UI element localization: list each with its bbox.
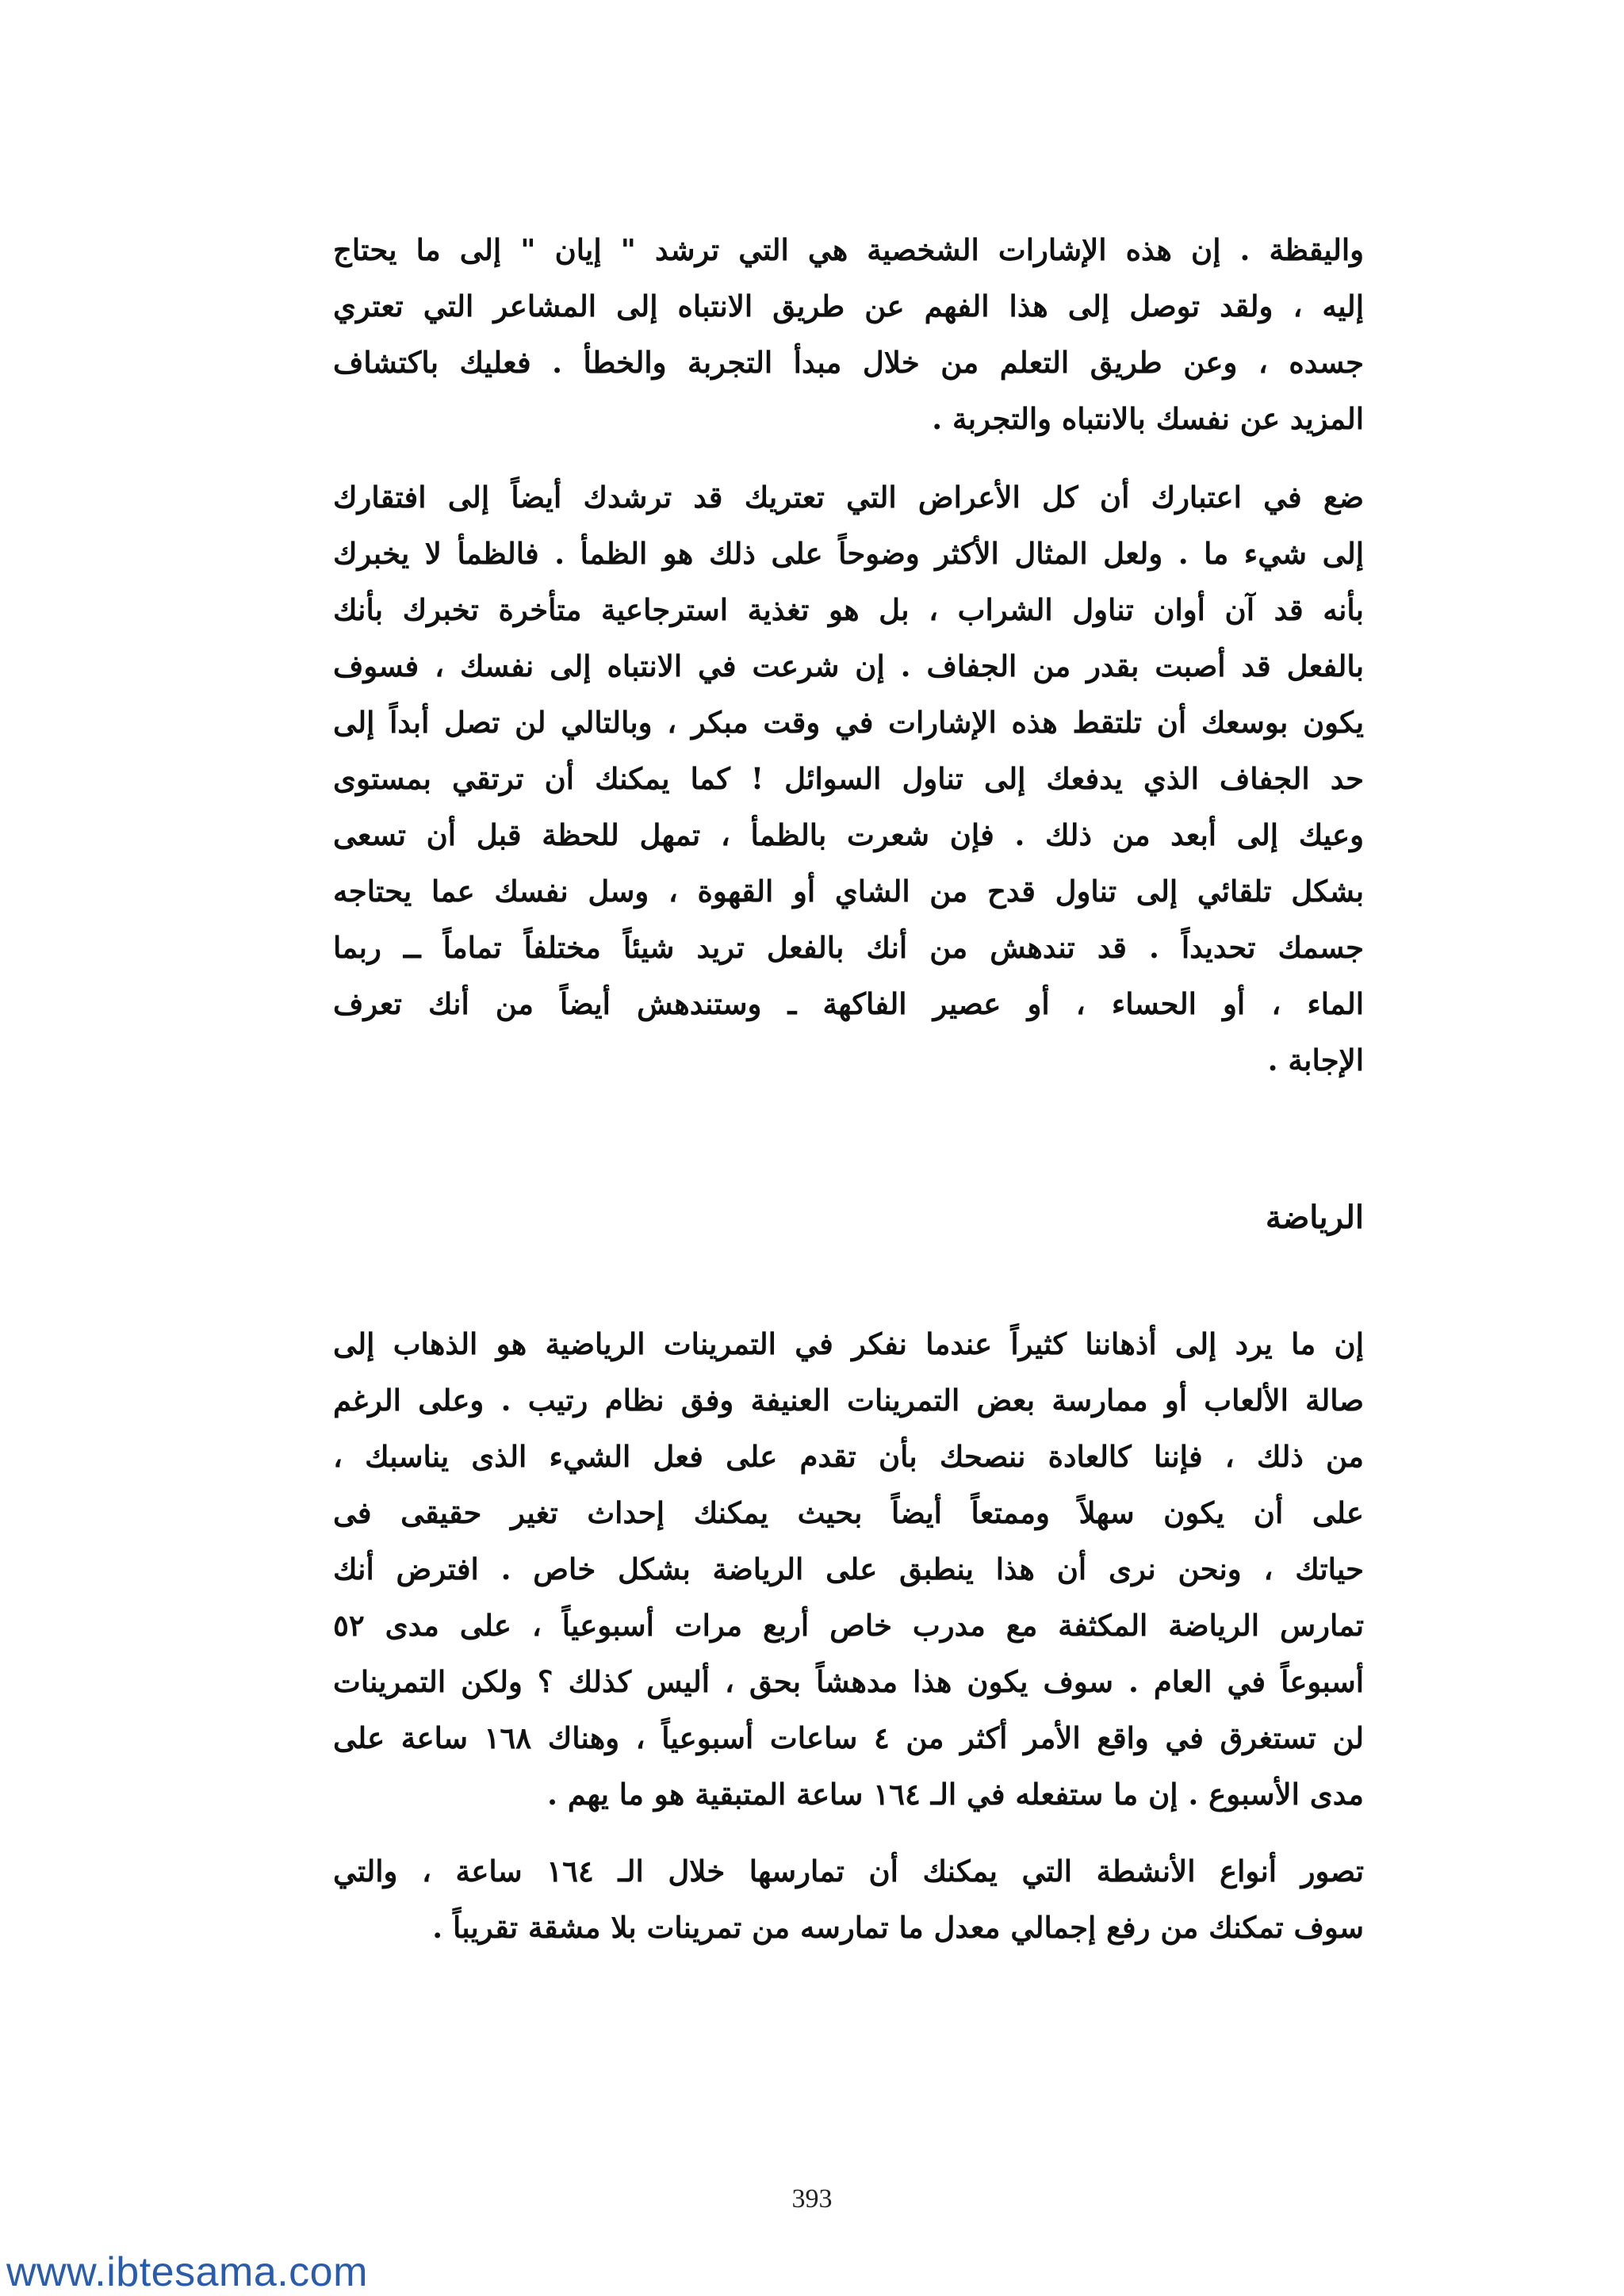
- text-line: واليقظة . إن هذه الإشارات الشخصية هي التي ترشد " إيان " إلى ما يحتاج: [333, 232, 1364, 267]
- page-number: 393: [791, 2184, 833, 2214]
- text-line: بالفعل قد أصبت بقدر من الجفاف . إن شرعت في الانتباه إلى نفسك ، فسوف: [333, 649, 1364, 683]
- text-line: ضع في اعتبارك أن كل الأعراض التي تعتريك قد ترشدك أيضاً إلى افتقارك: [333, 480, 1364, 515]
- text-line: من ذلك ، فإننا كالعادة ننصحك بأن تقدم على فعل الشيء الذى يناسبك ،: [333, 1439, 1364, 1474]
- text-line: بشكل تلقائي إلى تناول قدح من الشاي أو القهوة ، وسل نفسك عما يحتاجه: [333, 874, 1364, 909]
- paragraph-4: [333, 1843, 1364, 1956]
- text-line: أسبوعاً في العام . سوف يكون هذا مدهشاً بحق ، أليس كذلك ؟ ولكن التمرينات: [333, 1664, 1364, 1699]
- section-heading: الرياضة: [1265, 1199, 1364, 1236]
- text-line: جسده ، وعن طريق التعلم من خلال مبدأ التجربة والخطأ . فعليك باكتشاف: [333, 345, 1364, 380]
- text-line: إن ما يرد إلى أذهاننا كثيراً عندما نفكر في التمرينات الرياضية هو الذهاب إلى: [333, 1326, 1364, 1361]
- text-line: الإجابة .: [1267, 1043, 1364, 1077]
- text-line: الماء ، أو الحساء ، أو عصير الفاكهة ـ وستندهش أيضاً من أنك تعرف: [333, 986, 1364, 1021]
- text-line: سوف تمكنك من رفع إجمالي معدل ما تمارسه من تمرينات بلا مشقة تقريباً .: [432, 1910, 1364, 1945]
- text-line: حد الجفاف الذي يدفعك إلى تناول السوائل ! كما يمكنك أن ترتقي بمستوى: [333, 761, 1364, 796]
- text-line: على أن يكون سهلاً وممتعاً أيضاً بحيث يمكنك إحداث تغير حقيقى فى: [333, 1495, 1364, 1530]
- text-line: يكون بوسعك أن تلتقط هذه الإشارات في وقت مبكر ، وبالتالي لن تصل أبداً إلى: [333, 705, 1364, 740]
- paragraph-1: [333, 222, 1364, 447]
- text-line: بأنه قد آن أوان تناول الشراب ، بل هو تغذية استرجاعية متأخرة تخبرك بأنك: [333, 592, 1364, 627]
- text-line: تمارس الرياضة المكثفة مع مدرب خاص أربع مرات أسبوعياً ، على مدى ٥٢: [333, 1608, 1364, 1643]
- text-line: إلى شيء ما . ولعل المثال الأكثر وضوحاً على ذلك هو الظمأ . فالظمأ لا يخبرك: [333, 536, 1364, 571]
- text-line: إليه ، ولقد توصل إلى هذا الفهم عن طريق الانتباه إلى المشاعر التي تعتري: [333, 289, 1364, 323]
- text-line: حياتك ، ونحن نرى أن هذا ينطبق على الرياضة بشكل خاص . افترض أنك: [333, 1552, 1364, 1586]
- text-line: لن تستغرق في واقع الأمر أكثر من ٤ ساعات أسبوعياً ، وهناك ١٦٨ ساعة على: [333, 1720, 1364, 1755]
- text-line: مدى الأسبوع . إن ما ستفعله في الـ ١٦٤ ساعة المتبقية هو ما يهم .: [547, 1777, 1364, 1812]
- paragraph-2: [333, 469, 1364, 1089]
- text-line: جسمك تحديداً . قد تندهش من أنك بالفعل تريد شيئاً مختلفاً تماماً ــ ربما: [333, 930, 1364, 965]
- text-line: وعيك إلى أبعد من ذلك . فإن شعرت بالظمأ ، تمهل للحظة قبل أن تسعى: [333, 817, 1364, 852]
- paragraph-3: [333, 1316, 1364, 1823]
- text-line: تصور أنواع الأنشطة التي يمكنك أن تمارسها خلال الـ ١٦٤ ساعة ، والتي: [333, 1854, 1365, 1888]
- text-line: المزيد عن نفسك بالانتباه والتجربة .: [932, 401, 1364, 436]
- text-line: صالة الألعاب أو ممارسة بعض التمرينات العنيفة وفق نظام رتيب . وعلى الرغم: [333, 1383, 1364, 1418]
- watermark-url: www.ibtesama.com: [6, 2249, 368, 2295]
